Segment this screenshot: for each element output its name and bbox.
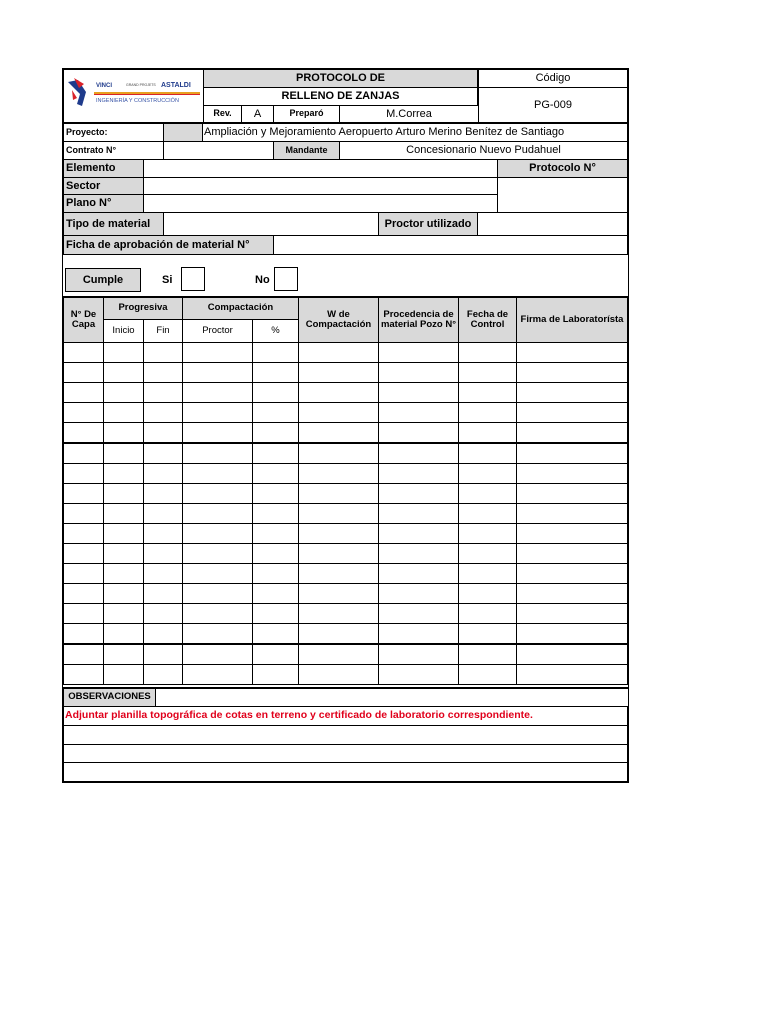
protocolo-value[interactable] [497,177,628,213]
table-cell-fecha[interactable] [458,402,517,423]
elemento-value[interactable] [143,159,498,178]
table-cell-fin[interactable] [143,342,183,363]
col-percent-header: % [252,319,299,343]
sector-value[interactable] [143,177,498,195]
table-cell-proctor[interactable] [182,543,253,564]
table-cell-inicio[interactable] [103,644,144,665]
table-cell-firma[interactable] [516,342,628,363]
table-cell-fecha[interactable] [458,463,517,484]
observaciones-line[interactable] [63,744,628,763]
logo-rule-red [94,94,200,95]
table-cell-percent[interactable] [252,503,299,524]
table-cell-capa[interactable] [63,623,104,644]
table-cell-capa[interactable] [63,644,104,665]
table-cell-procedencia[interactable] [378,382,459,403]
table-cell-capa[interactable] [63,523,104,544]
protocolo-label: Protocolo N° [497,159,628,178]
observaciones-label: OBSERVACIONES [63,688,156,707]
table-cell-fin[interactable] [143,563,183,584]
table-cell-w[interactable] [298,523,379,544]
table-cell-procedencia[interactable] [378,563,459,584]
table-cell-percent[interactable] [252,463,299,484]
table-cell-capa[interactable] [63,543,104,564]
table-cell-fecha[interactable] [458,543,517,564]
observaciones-line[interactable] [63,762,628,782]
table-cell-w[interactable] [298,644,379,665]
observaciones-note: Adjuntar planilla topográfica de cotas en terreno y certificado de laboratorio correspondiente. [63,706,628,726]
col-fecha-header: Fecha de Control [458,297,517,343]
table-cell-proctor[interactable] [182,503,253,524]
table-cell-fin[interactable] [143,583,183,604]
table-cell-fecha[interactable] [458,603,517,624]
codigo-value: PG-009 [478,87,628,123]
no-checkbox[interactable] [274,267,298,291]
table-cell-inicio[interactable] [103,543,144,564]
logo-brand-right: ASTALDI [161,82,191,89]
contrato-value[interactable] [163,141,274,160]
col-procedencia-header: Procedencia de material Pozo N° [378,297,459,343]
table-cell-capa[interactable] [63,563,104,584]
col-proctor-header: Proctor [182,319,253,343]
col-firma-header: Firma de Laboratorísta [516,297,628,343]
table-cell-inicio[interactable] [103,402,144,423]
table-cell-percent[interactable] [252,623,299,644]
col-compactacion-header: Compactación [182,297,299,320]
table-cell-capa[interactable] [63,463,104,484]
table-cell-percent[interactable] [252,483,299,504]
table-cell-procedencia[interactable] [378,623,459,644]
table-cell-fecha[interactable] [458,664,517,685]
si-checkbox[interactable] [181,267,205,291]
table-cell-w[interactable] [298,483,379,504]
col-fin-header: Fin [143,319,183,343]
table-cell-inicio[interactable] [103,664,144,685]
table-cell-percent[interactable] [252,443,299,464]
table-cell-capa[interactable] [63,342,104,363]
table-cell-procedencia[interactable] [378,583,459,604]
table-cell-w[interactable] [298,603,379,624]
col-capa-header: N° De Capa [63,297,104,343]
title-line2: RELLENO DE ZANJAS [203,87,478,106]
table-cell-percent[interactable] [252,563,299,584]
table-cell-proctor[interactable] [182,563,253,584]
table-cell-inicio[interactable] [103,583,144,604]
tipo-material-label: Tipo de material [63,212,164,236]
table-cell-proctor[interactable] [182,402,253,423]
table-cell-procedencia[interactable] [378,603,459,624]
col-w-header: W de Compactación [298,297,379,343]
table-cell-firma[interactable] [516,543,628,564]
table-cell-capa[interactable] [63,583,104,604]
table-cell-fecha[interactable] [458,362,517,383]
table-cell-w[interactable] [298,422,379,443]
table-cell-capa[interactable] [63,483,104,504]
table-cell-firma[interactable] [516,664,628,685]
observaciones-line[interactable] [63,725,628,745]
table-cell-proctor[interactable] [182,342,253,363]
title-line1: PROTOCOLO DE [203,69,478,88]
no-label: No [255,274,270,286]
table-cell-fecha[interactable] [458,623,517,644]
proyecto-spacer [163,123,203,142]
table-cell-procedencia[interactable] [378,463,459,484]
table-cell-w[interactable] [298,382,379,403]
table-cell-capa[interactable] [63,603,104,624]
table-cell-w[interactable] [298,583,379,604]
table-cell-procedencia[interactable] [378,342,459,363]
table-cell-fin[interactable] [143,443,183,464]
logo-brand-mid: GRAND PROJETS [126,83,156,87]
proctor-utilizado-value[interactable] [477,212,628,236]
table-cell-w[interactable] [298,563,379,584]
table-cell-fecha[interactable] [458,563,517,584]
table-cell-procedencia[interactable] [378,523,459,544]
preparo-label: Preparó [273,105,340,123]
si-label: Si [162,274,173,286]
table-cell-procedencia[interactable] [378,362,459,383]
table-cell-w[interactable] [298,503,379,524]
table-cell-percent[interactable] [252,664,299,685]
table-cell-fecha[interactable] [458,443,517,464]
cumple-label: Cumple [65,268,141,292]
proyecto-value: Ampliación y Mejoramiento Aeropuerto Arturo Merino Benítez de Santiago [202,123,628,142]
table-cell-firma[interactable] [516,603,628,624]
table-cell-fin[interactable] [143,422,183,443]
ficha-value[interactable] [273,235,628,255]
table-cell-fin[interactable] [143,362,183,383]
table-cell-procedencia[interactable] [378,443,459,464]
table-cell-capa[interactable] [63,362,104,383]
col-progresiva-header: Progresiva [103,297,183,320]
table-cell-procedencia[interactable] [378,483,459,504]
table-cell-procedencia[interactable] [378,503,459,524]
table-cell-proctor[interactable] [182,664,253,685]
ficha-label: Ficha de aprobación de material N° [63,235,274,255]
plano-label: Plano N° [63,194,144,213]
table-cell-inicio[interactable] [103,623,144,644]
table-cell-capa[interactable] [63,422,104,443]
table-cell-procedencia[interactable] [378,644,459,665]
table-cell-procedencia[interactable] [378,422,459,443]
table-cell-capa[interactable] [63,503,104,524]
table-cell-fecha[interactable] [458,523,517,544]
contrato-label: Contrato N° [63,141,164,160]
table-cell-proctor[interactable] [182,422,253,443]
table-cell-fin[interactable] [143,483,183,504]
table-cell-percent[interactable] [252,422,299,443]
table-cell-inicio[interactable] [103,523,144,544]
rev-value: A [241,105,274,123]
table-cell-w[interactable] [298,402,379,423]
table-cell-w[interactable] [298,362,379,383]
col-inicio-header: Inicio [103,319,144,343]
table-cell-fin[interactable] [143,543,183,564]
table-cell-fin[interactable] [143,623,183,644]
table-cell-inicio[interactable] [103,483,144,504]
table-cell-firma[interactable] [516,623,628,644]
codigo-label: Código [478,69,628,88]
table-cell-procedencia[interactable] [378,543,459,564]
table-cell-proctor[interactable] [182,603,253,624]
table-cell-fecha[interactable] [458,583,517,604]
table-cell-fecha[interactable] [458,382,517,403]
table-cell-percent[interactable] [252,603,299,624]
table-cell-proctor[interactable] [182,362,253,383]
table-cell-firma[interactable] [516,523,628,544]
table-cell-capa[interactable] [63,664,104,685]
table-cell-percent[interactable] [252,382,299,403]
table-cell-fin[interactable] [143,523,183,544]
table-cell-proctor[interactable] [182,623,253,644]
table-cell-firma[interactable] [516,402,628,423]
table-cell-inicio[interactable] [103,503,144,524]
table-cell-fecha[interactable] [458,503,517,524]
table-cell-w[interactable] [298,543,379,564]
table-cell-fin[interactable] [143,603,183,624]
table-cell-fecha[interactable] [458,644,517,665]
table-cell-inicio[interactable] [103,342,144,363]
table-cell-percent[interactable] [252,402,299,423]
proyecto-label: Proyecto: [63,123,164,142]
table-cell-inicio[interactable] [103,563,144,584]
table-cell-percent[interactable] [252,342,299,363]
table-cell-proctor[interactable] [182,443,253,464]
table-cell-inicio[interactable] [103,443,144,464]
table-cell-fecha[interactable] [458,422,517,443]
table-cell-inicio[interactable] [103,603,144,624]
table-cell-firma[interactable] [516,443,628,464]
table-cell-firma[interactable] [516,483,628,504]
logo-brand-left: VINCI [96,83,113,89]
table-cell-inicio[interactable] [103,362,144,383]
table-cell-fin[interactable] [143,664,183,685]
table-cell-firma[interactable] [516,644,628,665]
table-cell-inicio[interactable] [103,463,144,484]
table-cell-fin[interactable] [143,402,183,423]
table-cell-proctor[interactable] [182,483,253,504]
table-cell-firma[interactable] [516,503,628,524]
table-cell-fecha[interactable] [458,342,517,363]
mandante-label: Mandante [273,141,340,160]
table-cell-fin[interactable] [143,382,183,403]
table-cell-percent[interactable] [252,543,299,564]
table-cell-proctor[interactable] [182,523,253,544]
proctor-utilizado-label: Proctor utilizado [378,212,478,236]
elemento-label: Elemento [63,159,144,178]
table-cell-proctor[interactable] [182,463,253,484]
table-cell-procedencia[interactable] [378,664,459,685]
table-cell-firma[interactable] [516,362,628,383]
table-cell-fecha[interactable] [458,483,517,504]
table-cell-percent[interactable] [252,523,299,544]
table-cell-w[interactable] [298,342,379,363]
rev-label: Rev. [203,105,242,123]
table-cell-firma[interactable] [516,463,628,484]
table-cell-fin[interactable] [143,463,183,484]
table-cell-proctor[interactable] [182,644,253,665]
logo-cell [63,69,204,123]
table-cell-percent[interactable] [252,644,299,665]
plano-value[interactable] [143,194,498,213]
sector-label: Sector [63,177,144,195]
mandante-value: Concesionario Nuevo Pudahuel [339,141,628,160]
table-cell-capa[interactable] [63,382,104,403]
tipo-material-value[interactable] [163,212,379,236]
table-cell-capa[interactable] [63,402,104,423]
logo-subtitle: INGENIERÍA Y CONSTRUCCIÓN [96,98,179,104]
table-cell-firma[interactable] [516,422,628,443]
table-cell-w[interactable] [298,623,379,644]
table-cell-percent[interactable] [252,583,299,604]
table-cell-proctor[interactable] [182,583,253,604]
table-cell-procedencia[interactable] [378,402,459,423]
table-cell-fin[interactable] [143,644,183,665]
table-cell-inicio[interactable] [103,382,144,403]
table-cell-percent[interactable] [252,362,299,383]
table-cell-firma[interactable] [516,583,628,604]
table-cell-w[interactable] [298,664,379,685]
company-logo-icon [64,70,203,122]
table-cell-firma[interactable] [516,382,628,403]
table-cell-w[interactable] [298,463,379,484]
table-cell-capa[interactable] [63,443,104,464]
table-cell-fin[interactable] [143,503,183,524]
preparo-value: M.Correa [339,105,479,123]
table-cell-proctor[interactable] [182,382,253,403]
table-cell-w[interactable] [298,443,379,464]
table-cell-firma[interactable] [516,563,628,584]
table-cell-inicio[interactable] [103,422,144,443]
